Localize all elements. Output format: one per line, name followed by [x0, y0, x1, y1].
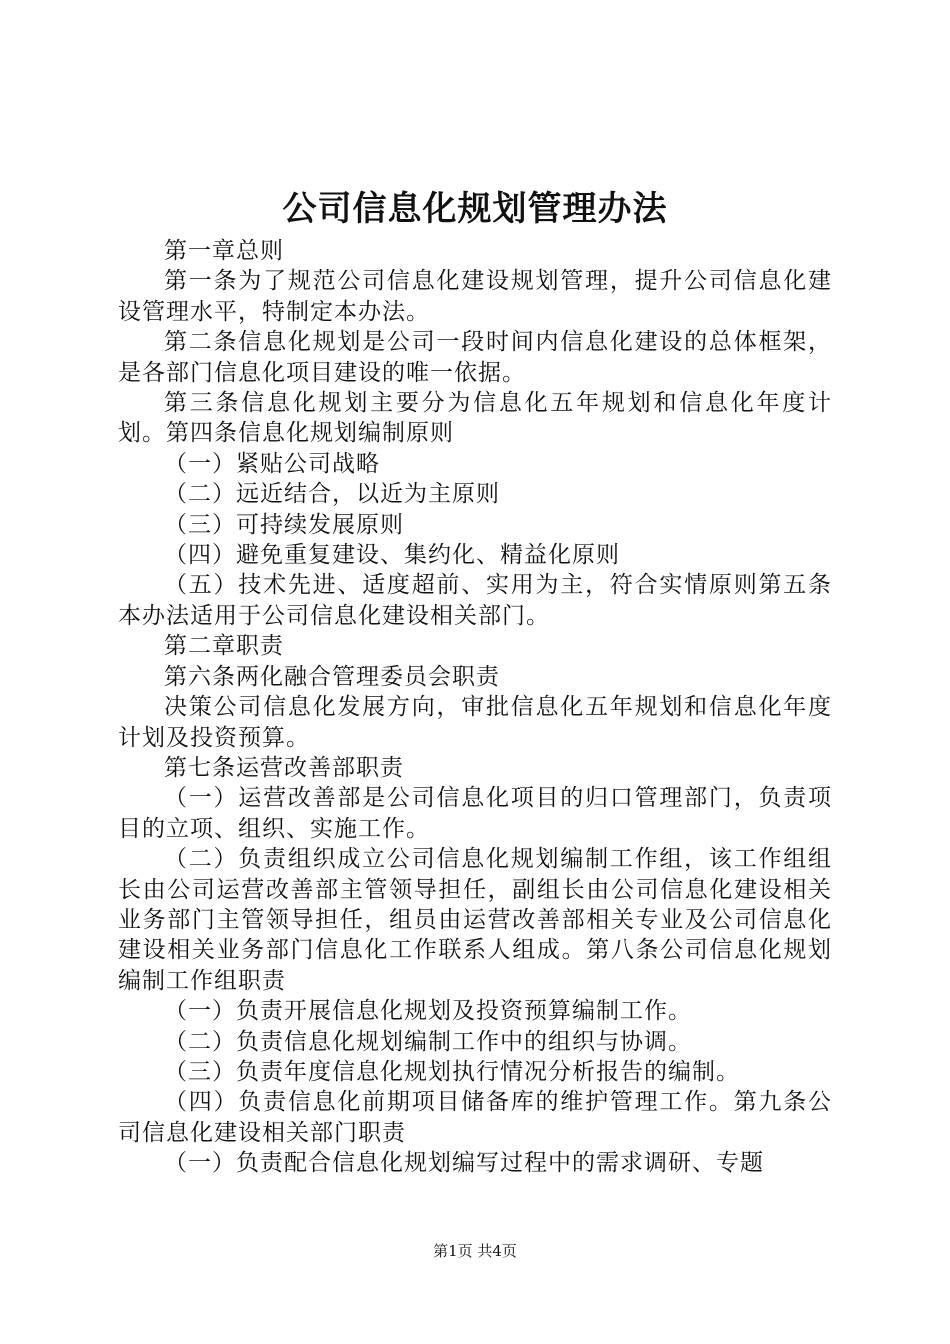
- article-paragraph: 第三条信息化规划主要分为信息化五年规划和信息化年度计划。第四条信息化规划编制原则: [118, 390, 832, 447]
- list-item: （二）负责组织成立公司信息化规划编制工作组，该工作组组长由公司运营改善部主管领导担任，副组长由公司信息化建设相关业务部门主管领导担任，组员由运营改善部相关专业及公司信息化建设相关业务部门信息化工作联系人组成。第八条公司信息化规划编制工作组职责: [118, 846, 832, 994]
- list-item: （一）运营改善部是公司信息化项目的归口管理部门，负责项目的立项、组织、实施工作。: [118, 785, 832, 842]
- list-item: （一）紧贴公司战略: [164, 450, 380, 477]
- list-item: （五）技术先进、适度超前、实用为主，符合实情原则第五条本办法适用于公司信息化建设相关部门。: [118, 572, 832, 629]
- document-title: 公司信息化规划管理办法: [282, 189, 668, 229]
- list-item: （三）可持续发展原则: [164, 511, 404, 538]
- list-item: （四）避免重复建设、集约化、精益化原则: [164, 542, 620, 569]
- chapter-heading: 第一章总则: [164, 238, 284, 264]
- article-paragraph: 第七条运营改善部职责: [164, 754, 404, 781]
- list-item: （二）负责信息化规划编制工作中的组织与协调。: [164, 1028, 692, 1055]
- article-paragraph: 决策公司信息化发展方向，审批信息化五年规划和信息化年度计划及投资预算。: [118, 694, 832, 751]
- chapter-heading: 第二章职责: [164, 633, 284, 660]
- list-item: （四）负责信息化前期项目储备库的维护管理工作。第九条公司信息化建设相关部门职责: [118, 1089, 832, 1146]
- article-paragraph: 第一条为了规范公司信息化建设规划管理，提升公司信息化建设管理水平，特制定本办法。: [118, 268, 832, 325]
- document-body: [118, 236, 832, 1179]
- article-paragraph: 第六条两化融合管理委员会职责: [164, 663, 500, 690]
- list-item: （二）远近结合，以近为主原则: [164, 481, 500, 508]
- article-paragraph: 第二条信息化规划是公司一段时间内信息化建设的总体框架，是各部门信息化项目建设的唯一依据。: [118, 329, 832, 386]
- list-item: （一）负责配合信息化规划编写过程中的需求调研、专题: [164, 1150, 764, 1177]
- list-item: （三）负责年度信息化规划执行情况分析报告的编制。: [164, 1058, 740, 1085]
- list-item: （一）负责开展信息化规划及投资预算编制工作。: [164, 998, 692, 1025]
- page-number: 第1页 共4页: [433, 1242, 517, 1260]
